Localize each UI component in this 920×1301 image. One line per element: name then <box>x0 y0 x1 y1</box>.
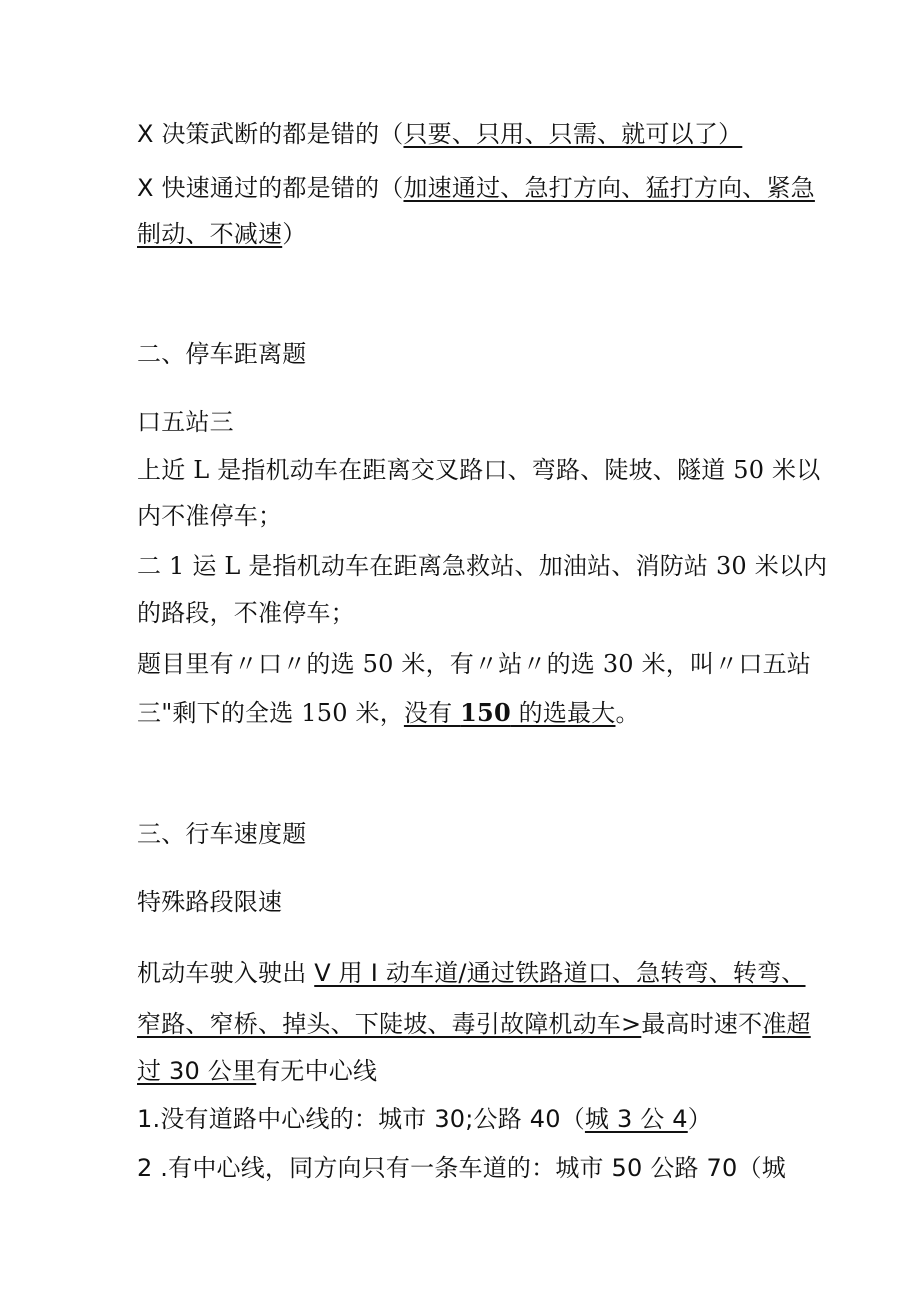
paragraph-line <box>137 648 811 680</box>
list-item-text: 1.没有道路中心线的：城市 30;公路 40（ <box>137 1105 585 1133</box>
underlined-text: 没有 <box>403 699 461 727</box>
underlined-phrase: 窄路、窄桥、掉头、下陡坡、毒引故障机动车> <box>137 1010 642 1038</box>
paragraph-line: 的路段，不准停车； <box>137 599 355 627</box>
section-heading-speed: 三、行车速度题 <box>137 820 307 848</box>
subheading-special-road: 特殊路段限速 <box>137 888 283 916</box>
keyword-list-underlined: 加速通过、急打方向、猛打方向、紧急 <box>403 174 815 202</box>
section-heading-parking: 二、停车距离题 <box>137 340 307 368</box>
subheading-mnemonic: 口五站三 <box>137 408 234 436</box>
paragraph-text: 三"剩下的全选 150 米， <box>137 699 404 727</box>
paragraph-line <box>137 1008 811 1040</box>
paragraph-line <box>137 697 640 729</box>
rule-text: X 快速通过的都是错的（ <box>137 174 404 202</box>
keyword-list-underlined: 只要、只用、只需、就可以了） <box>403 120 743 148</box>
paragraph-text: 题目里有〃口〃的选 50 米，有〃站〃的选 30 米，叫〃口五站 <box>137 650 811 678</box>
keyword-list-underlined: 制动、不减速 <box>137 220 283 248</box>
paragraph-text: 有无中心线 <box>256 1057 378 1085</box>
paragraph-line <box>137 957 806 989</box>
list-item: 2 .有中心线，同方向只有一条车道的：城市 50 公路 70（城 <box>137 1154 786 1182</box>
paragraph-line <box>137 1055 377 1087</box>
rule-text: ） <box>282 220 307 248</box>
rule-line-fast-pass-cont <box>137 218 306 250</box>
paragraph-line <box>137 550 827 582</box>
rule-line-fast-pass <box>137 172 815 204</box>
underlined-text: 的选最大 <box>510 699 616 727</box>
period: 。 <box>615 699 640 727</box>
list-item-text: ） <box>687 1105 712 1133</box>
underlined-phrase: 城 3 公 4 <box>584 1105 688 1133</box>
rule-line-decisive <box>137 118 742 150</box>
paragraph-text: 上近 L 是指机动车在距离交叉路口、弯路、陡坡、隧道 50 米以 <box>137 456 821 484</box>
underlined-phrase: V 用 I 动车道/通过铁路道口、急转弯、转弯、 <box>314 959 806 987</box>
rule-text: X 决策武断的都是错的（ <box>137 120 404 148</box>
list-item <box>137 1103 712 1135</box>
paragraph-line: 内不准停车； <box>137 502 283 530</box>
paragraph-text: 二 1 运 L 是指机动车在距离急救站、加油站、消防站 30 米以内 <box>137 552 828 580</box>
underlined-phrase: 准超 <box>762 1010 811 1038</box>
bold-number: 150 <box>460 698 511 727</box>
underlined-phrase <box>404 699 616 727</box>
paragraph-line <box>137 454 820 486</box>
paragraph-text: 机动车驶入驶出 <box>137 959 315 987</box>
paragraph-text: 最高时速不 <box>641 1010 763 1038</box>
underlined-phrase: 过 30 公里 <box>137 1057 257 1085</box>
